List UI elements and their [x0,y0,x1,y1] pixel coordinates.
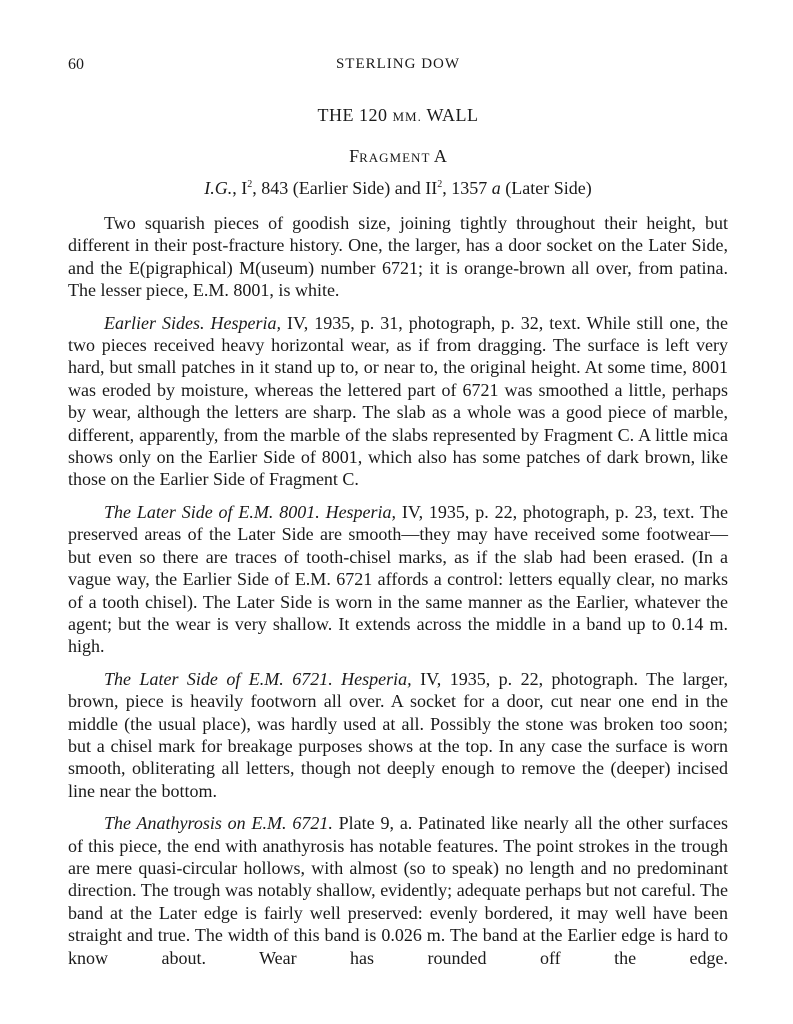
running-title: STERLING DOW [335,56,461,72]
inscription-reference [68,178,728,199]
paragraph-text: Plate 9, a. Patinated like nearly all the other surfaces of this piece, the end with anathyrosis has notable features. The point strokes in the trough are mere quasi-circular hollows, with almost (so to speak) no length and no predominant direction. The trough was notably shallow, evidently; adequate perhaps but not careful. The band at the Later edge is fairly well preserved: evenly bordered, it may well have been straight and true. The width of this band is 0.026 m. The band at the Earlier edge is hard to know about. Wear has rounded off the edge. [68,813,729,968]
fragment-title-letter: A [433,146,447,166]
reference-text: , I [232,178,248,198]
reference-superscript: 2 [437,179,443,190]
section-title-main: THE 120 [317,105,388,125]
reference-superscript: 2 [247,179,253,190]
running-head [68,56,728,78]
body-text [68,212,728,979]
paragraph-intro: Two squarish pieces of goodish size, joining tightly throughout their height, but different in their post-fracture history. One, the larger, has a door socket on the Later Side, and the E(pigraphical) M(useum) number 6721; it is orange-brown all over, from patina. The lesser piece, E.M. 8001, is white. [68,213,728,301]
paragraph-text: IV, 1935, p. 22, photograph. The larger, brown, piece is heavily footworn all over. A socket for a door, cut near one end in the middle (the usual place), was hardly used at all. Possibly the stone was broken too soon; but a chisel mark for breakage purposes shows at the top. In any case the surface is worn smooth, obliterating all letters, though not deeply enough to remove the (deeper) incised line near the bottom. [68,668,728,801]
paragraph-lead: The Anathyrosis on E.M. 6721. [104,813,333,834]
paragraph-lead: The Later Side of E.M. 8001. Hesperia, [104,501,397,522]
reference-text: , 843 (Earlier Side) and II [252,178,438,198]
fragment-title-initial: F [349,146,360,166]
paragraph-later-side-8001 [68,501,728,658]
section-title [68,105,728,126]
page-number: 60 [68,56,84,73]
reference-text: , 1357 [442,178,492,198]
paragraph-lead: The Later Side of E.M. 6721. Hesperia, [104,668,412,689]
section-title-unit: MM. [392,109,422,124]
paragraph-text: IV, 1935, p. 31, photograph, p. 32, text. While still one, the two pieces received heavy horizontal wear, as if from dragging. The surface is left very hard, but small patches in it stand up to, or near to, the original height. At some time, 8001 was eroded by moisture, whereas the lettered part of 6721 was smoothed a little, perhaps by wear, although the letters are sharp. The slab as a whole was a good piece of marble, different, apparently, from the marble of the slabs represented by Fragment C. A little mica shows only on the Earlier Side of 8001, which also has some patches of dark brown, like those on the Earlier Side of Fragment C. [68,312,728,490]
paragraph-later-side-6721 [68,668,728,802]
paragraph-lead: Earlier Sides. Hesperia, [104,312,282,333]
paragraph-anathyrosis [68,812,728,969]
reference-italic-a: a [491,178,501,198]
fragment-title [68,146,728,167]
fragment-title-rest: RAGMENT [359,150,431,165]
section-title-rest: WALL [426,105,479,125]
ig-abbrev: I.G. [204,178,233,198]
reference-text: (Later Side) [500,178,592,198]
paragraph-earlier-sides [68,312,728,491]
paragraph-text: IV, 1935, p. 22, photograph, p. 23, text. The preserved areas of the Later Side are smooth—they may have received some footwear—but even so there are traces of tooth-chisel marks, as if the slab had been erased. (In a vague way, the Earlier Side of E.M. 6721 affords a control: letters equally clear, no marks of a tooth chisel). The Later Side is worn in the same manner as the Earlier, whatever the agent; but the wear is very shallow. It extends across the middle in a band up to 0.14 m. high. [68,501,728,657]
